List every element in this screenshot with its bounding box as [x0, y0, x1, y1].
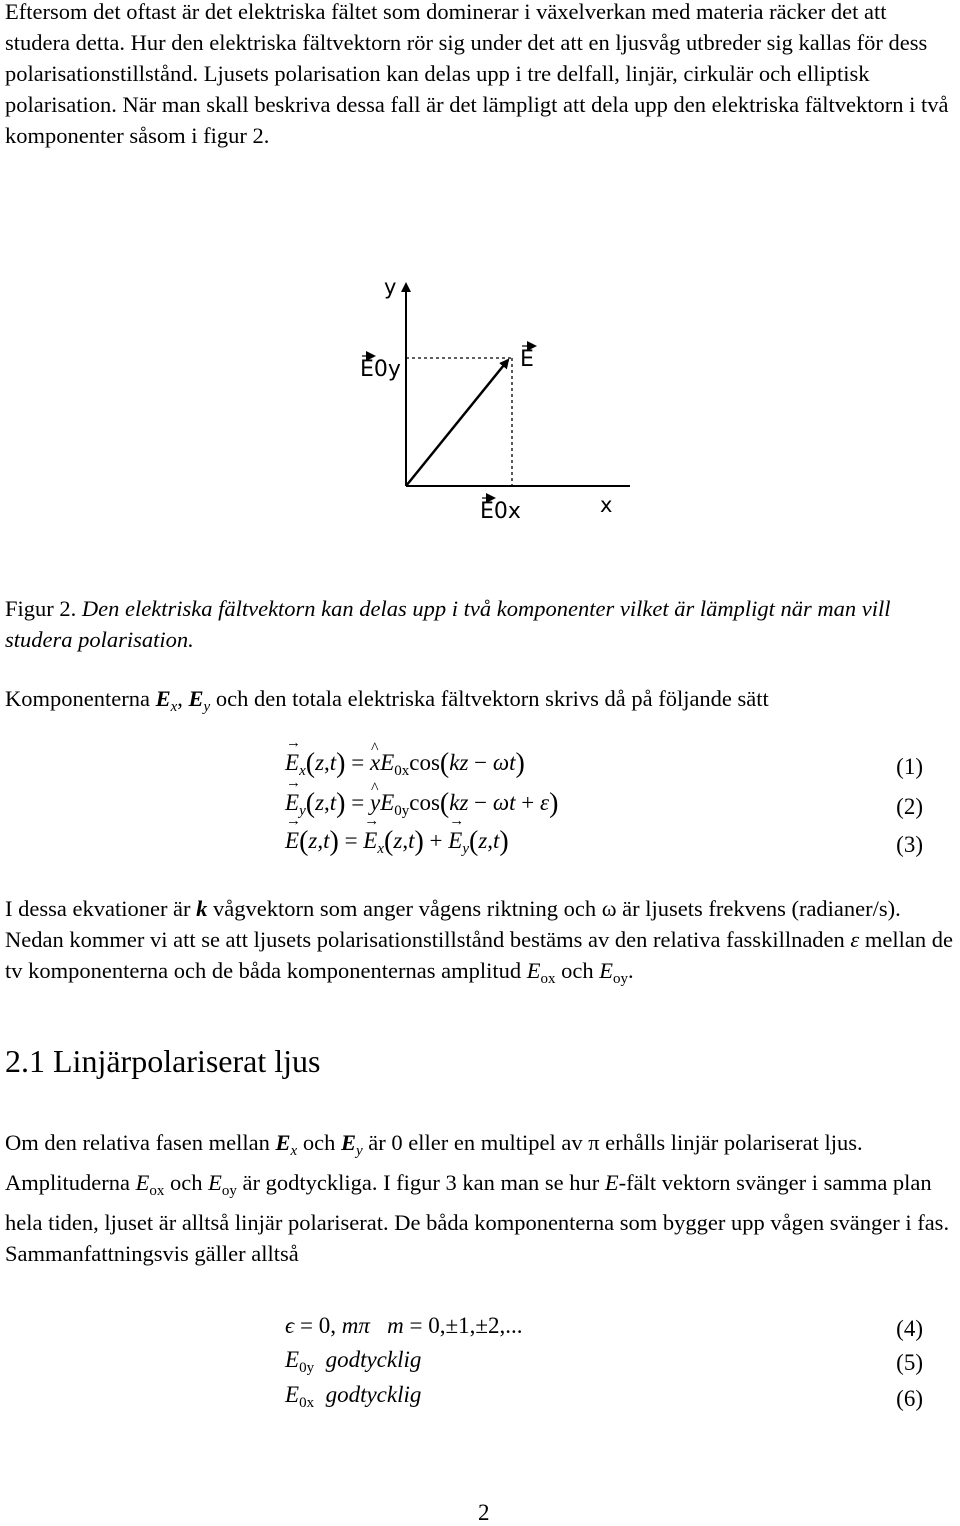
e-label: E	[520, 347, 534, 372]
eox-subscript: ox	[540, 971, 556, 987]
figure-2-diagram	[340, 270, 640, 530]
ey-symbol: E	[340, 1130, 356, 1155]
explanation-paragraph	[5, 893, 957, 995]
components-paragraph	[5, 683, 957, 723]
text-fragment: Komponenterna	[5, 686, 150, 711]
figure-caption	[5, 593, 957, 655]
e-symbol: E	[604, 1170, 619, 1195]
equation-5: $E_{0y}$ godtycklig	[285, 1347, 422, 1376]
text-fragment: och den totala elektriska fältvektorn skrivs då på följande sätt	[215, 686, 769, 711]
k-symbol: k	[196, 896, 208, 921]
text-fragment: är godtyckliga. I figur 3 kan man se hur	[242, 1170, 600, 1195]
linear-polarization-paragraph	[5, 1127, 957, 1269]
eox-symbol: E	[526, 958, 541, 983]
text-fragment: Om den relativa fasen mellan	[5, 1130, 270, 1155]
x-axis-label: x	[600, 493, 613, 517]
eox-subscript: ox	[149, 1183, 165, 1199]
equation-1-number: (1)	[896, 754, 923, 779]
godtycklig-text: godtycklig	[325, 1382, 422, 1407]
godtycklig-text: godtycklig	[325, 1347, 422, 1372]
text-fragment: -fält vektorn svänger i samma plan hela tiden, ljuset är alltså linjär polariserat. De båda komponenterna som bygger upp vågen svänger i fas. Sammanfattningsvis gäller alltså	[5, 1170, 950, 1266]
eoy-symbol: E	[599, 958, 613, 983]
text-fragment: .	[627, 958, 634, 983]
equation-6: $E_{0x}$ godtycklig	[285, 1382, 422, 1411]
e0x-label: E0x	[480, 499, 521, 524]
ex-subscript: x	[290, 1143, 298, 1159]
eoy-symbol: E	[208, 1170, 222, 1195]
epsilon-symbol: ε	[850, 927, 860, 952]
y-axis-label: y	[384, 275, 397, 299]
text-fragment: ,	[177, 686, 183, 711]
section-heading: 2.1 Linjärpolariserat ljus	[5, 1043, 321, 1079]
e-vector	[406, 360, 508, 486]
ex-subscript: x	[170, 699, 178, 715]
text-fragment: och	[561, 958, 594, 983]
eox-symbol: E	[135, 1170, 150, 1195]
text-fragment: vågvektorn som anger vågens riktning och ω är ljusets frekvens (radianer/s). Nedan kommer vi att se att ljusets polarisationstillstånd bestäms av den relativa fasskillnaden	[5, 896, 901, 952]
equation-2: → $E_y(z,t)$ = ^ $yE_{0y}\cos(kz - \omega t + \varepsilon)$	[285, 788, 558, 820]
equation-6-number: (6)	[896, 1386, 923, 1411]
equation-3: → E(z,t) = → $E_x(z,t)$ + → $E_y(z,t)$	[285, 826, 509, 858]
equation-1: → $E_x(z,t)$ = ^ $xE_{0x}\cos(kz - \omega t)$	[285, 748, 525, 780]
text-fragment: är 0 eller en multipel av π erhålls linjär polariserat ljus. Amplituderna	[5, 1130, 863, 1195]
equation-4-number: (4)	[896, 1316, 923, 1341]
page-number: 2	[478, 1500, 490, 1525]
intro-paragraph: Eftersom det oftast är det elektriska fältet som dominerar i växelverkan med materia räcker det att studera detta. Hur den elektriska fältvektorn rör sig under det att en ljusvåg utbreder sig kallas för dess polarisationstillstånd. Ljusets polarisation kan delas upp i tre delfall, linjär, cirkulär och elliptisk polarisation. När man skall beskriva dessa fall är det lämpligt att dela upp den elektriska fältvektorn i två komponenter såsom i figur 2.	[5, 0, 949, 148]
ey-subscript: y	[355, 1143, 363, 1159]
text-fragment: I dessa ekvationer är	[5, 896, 191, 921]
text-fragment: mellan de tv komponenterna och de båda komponenternas amplitud	[5, 927, 954, 983]
ey-subscript: y	[203, 699, 211, 715]
equation-4: ϵ = 0, mπ m = 0,±1,±2,...	[285, 1313, 523, 1338]
equation-2-number: (2)	[896, 794, 923, 819]
caption-label: Figur 2.	[5, 596, 77, 621]
e0y-label: E0y	[360, 357, 401, 382]
text-fragment: och	[169, 1170, 203, 1195]
eoy-subscript: oy	[612, 971, 628, 987]
ex-symbol: E	[155, 686, 171, 711]
equation-5-number: (5)	[896, 1350, 923, 1375]
text-fragment: och	[302, 1130, 336, 1155]
caption-text: Den elektriska fältvektorn kan delas upp i två komponenter vilket är lämpligt när man vill studera polarisation.	[5, 596, 891, 652]
ey-symbol: E	[188, 686, 204, 711]
eoy-subscript: oy	[221, 1183, 237, 1199]
equation-3-number: (3)	[896, 832, 923, 857]
ex-symbol: E	[275, 1130, 291, 1155]
